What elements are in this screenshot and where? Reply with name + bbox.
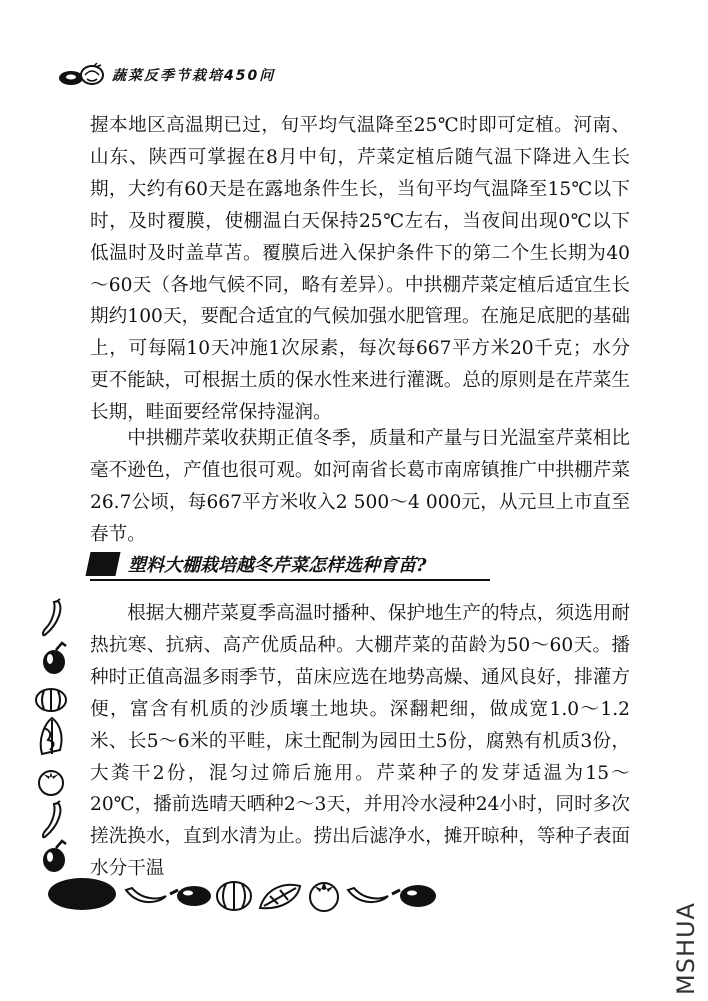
heading-underline xyxy=(90,579,490,581)
pumpkin-icon xyxy=(217,882,251,910)
pepper-icon xyxy=(348,888,388,902)
body-paragraph: 根据大棚芹菜夏季高温时播种、保护地生产的特点，须选用耐热抗寒、抗病、高产优质品种。大棚芹菜的苗龄为50～60天。播种时正值高温多雨季节，苗床应选在地势高燥、通风良好，排灌方便，富含有机质的沙质壤土地块。深翻耙细，做成宽1.0～1.2米、长5～6米的平畦，床土配制为园田土5份，腐熟有机质3份，大粪干2份，混匀过筛后施用。芹菜种子的发芽适温为15～20℃，播前选晴天晒种2～3天，并用冷水浸种24小时，同时多次搓洗换水，直到水清为止。捞出后滤净水，摊开晾种，等种子表面水分干温 xyxy=(90,603,630,880)
body-paragraph: 中拱棚芹菜收获期正值冬季，质量和产量与日光温室芹菜相比毫不逊色，产值也很可观。如河南省长葛市南席镇推广中拱棚芹菜26.7公顷，每667平方米收入2 500～4 000元，从元旦上市直至春节。 xyxy=(90,428,630,545)
leafy-vegetable-icon xyxy=(260,885,300,908)
question-heading: 塑料大棚栽培越冬芹菜怎样选种育苗? xyxy=(128,555,427,576)
black-oval-icon xyxy=(48,878,116,910)
eggplant-icon xyxy=(392,885,436,907)
vegetable-logo-icon xyxy=(58,62,106,90)
book-title: 蔬菜反季节栽培450问 xyxy=(112,68,276,84)
eggplant-icon xyxy=(40,838,70,874)
pepper-outline-icon xyxy=(38,598,68,640)
eggplant-icon xyxy=(170,886,211,906)
pepper-icon xyxy=(126,888,166,902)
pumpkin-icon xyxy=(34,685,68,713)
tomato-icon xyxy=(310,882,338,911)
watermark: MSHUA xyxy=(672,902,700,995)
pepper-outline-icon xyxy=(38,800,68,842)
leafy-vegetable-icon xyxy=(36,714,68,758)
eggplant-icon xyxy=(40,640,70,676)
vegetable-border-strip xyxy=(48,872,443,917)
body-paragraph: 握本地区高温期已过，旬平均气温降至25℃时即可定植。河南、山东、陕西可掌握在8月中旬，芹菜定植后随气温下降进入生长期，大约有60天是在露地条件生长，当旬平均气温降至15℃以下时，及时覆膜，使棚温白天保持25℃左右，当夜间出现0℃以下低温时及时盖草苫。覆膜后进入保护条件下的第二个生长期为40～60天（各地气候不同，略有差异）。中拱棚芹菜定植后适宜生长期约100天，要配合适宜的气候加强水肥管理。在施足底肥的基础上，可每隔10天冲施1次尿素，每次每667平方米20千克；水分更不能缺，可根据土质的保水性来进行灌溉。总的原则是在芹菜生长期，畦面要经常保持湿润。 xyxy=(90,115,630,424)
question-marker-icon xyxy=(85,552,120,576)
tomato-icon xyxy=(35,766,67,796)
